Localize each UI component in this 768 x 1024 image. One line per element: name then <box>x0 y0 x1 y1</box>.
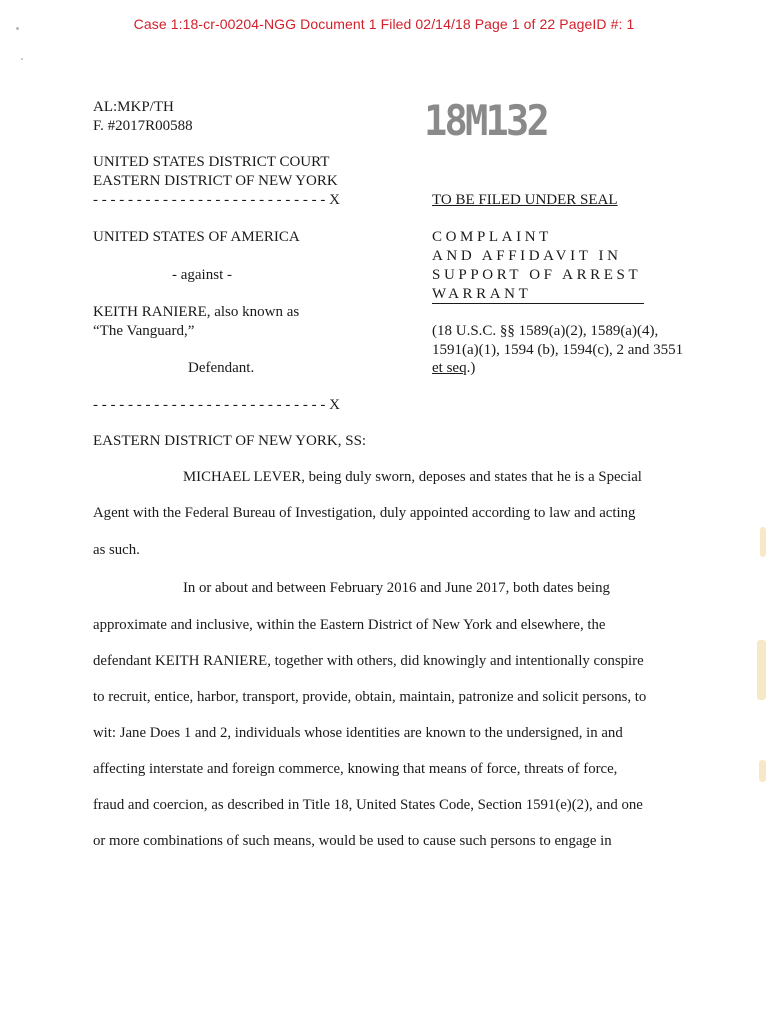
seal-notice: TO BE FILED UNDER SEAL <box>432 192 618 208</box>
body-line: In or about and between February 2016 and June 2017, both dates being <box>183 580 610 596</box>
caption-divider-bottom: - - - - - - - - - - - - - - - - - - - - - - - - - - - X <box>93 397 340 413</box>
attorney-initials: AL:MKP/TH <box>93 99 174 115</box>
page-edge-stain <box>760 527 766 557</box>
body-line: fraud and coercion, as described in Title 18, United States Code, Section 1591(e)(2), and one <box>93 797 643 813</box>
plaintiff-name: UNITED STATES OF AMERICA <box>93 229 300 245</box>
file-number: F. #2017R00588 <box>93 118 193 134</box>
body-line: or more combinations of such means, would be used to cause such persons to engage in <box>93 833 612 849</box>
body-line: MICHAEL LEVER, being duly sworn, deposes and states that he is a Special <box>183 469 642 485</box>
body-line: affecting interstate and foreign commerce, knowing that means of force, threats of force, <box>93 761 618 777</box>
body-line: wit: Jane Does 1 and 2, individuals whose identities are known to the undersigned, in and <box>93 725 623 741</box>
et-seq: et seq <box>432 360 467 376</box>
body-line: defendant KEITH RANIERE, together with others, did knowingly and intentionally conspire <box>93 653 644 669</box>
page-edge-stain <box>759 760 766 782</box>
statute-citation-line2: 1591(a)(1), 1594 (b), 1594(c), 2 and 3551 <box>432 342 684 358</box>
statute-citation-line1: (18 U.S.C. §§ 1589(a)(2), 1589(a)(4), <box>432 323 659 339</box>
page-edge-stain <box>757 640 766 700</box>
scan-speck <box>16 27 19 30</box>
caption-divider-top: - - - - - - - - - - - - - - - - - - - - - - - - - - - X <box>93 192 340 208</box>
statute-citation-line3 <box>432 359 475 377</box>
document-title-line2: AND AFFIDAVIT IN <box>432 248 622 264</box>
document-title-line1: COMPLAINT <box>432 229 552 245</box>
venue-line: EASTERN DISTRICT OF NEW YORK, SS: <box>93 433 367 449</box>
case-number-stamp: 18M132 <box>424 96 548 145</box>
defendant-role: Defendant. <box>188 360 255 376</box>
filing-header: Case 1:18-cr-00204-NGG Document 1 Filed 02/14/18 Page 1 of 22 PageID #: 1 <box>133 16 635 32</box>
scan-speck <box>21 58 23 60</box>
defendant-alias: “The Vanguard,” <box>93 323 195 339</box>
document-title-line4: WARRANT <box>432 286 532 302</box>
defendant-name: KEITH RANIERE, also known as <box>93 304 300 320</box>
body-line: to recruit, entice, harbor, transport, provide, obtain, maintain, patronize and solicit persons, to <box>93 689 647 705</box>
body-line: Agent with the Federal Bureau of Investigation, duly appointed according to law and acting <box>93 505 636 521</box>
document-title-line3: SUPPORT OF ARREST <box>432 267 642 283</box>
citation-close: .) <box>466 360 476 376</box>
body-line: as such. <box>93 542 140 558</box>
court-name: UNITED STATES DISTRICT COURT <box>93 154 330 170</box>
against-label: - against - <box>172 267 232 283</box>
body-line: approximate and inclusive, within the Eastern District of New York and elsewhere, the <box>93 617 606 633</box>
title-underline <box>432 303 644 304</box>
court-district: EASTERN DISTRICT OF NEW YORK <box>93 173 338 189</box>
